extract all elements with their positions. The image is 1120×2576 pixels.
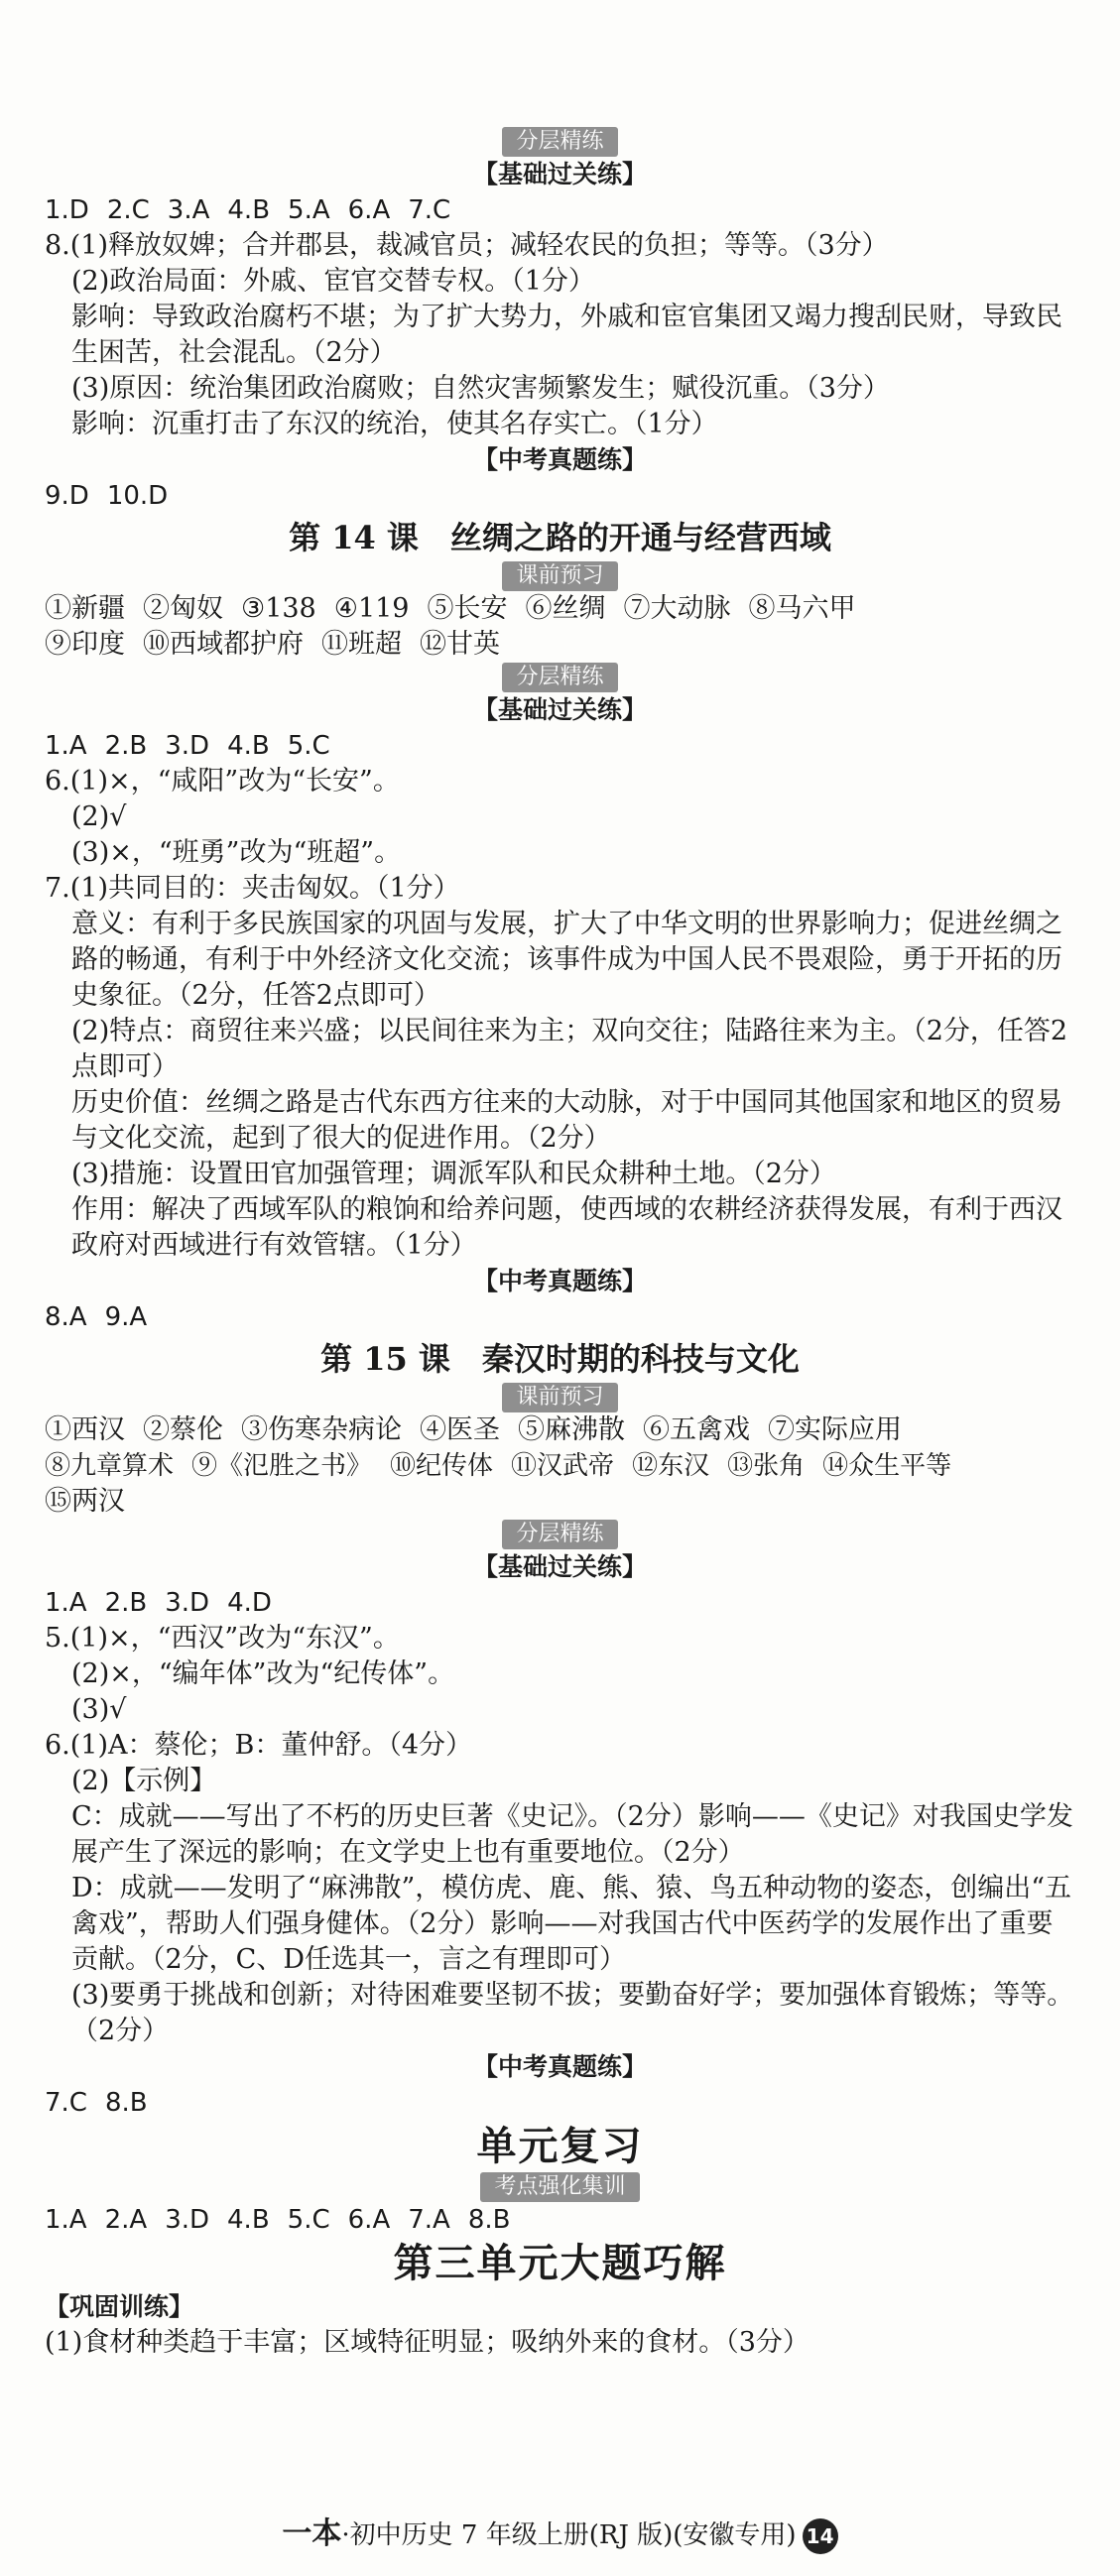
q7-part2: (2)特点：商贸往来兴盛；以民间往来为主；双向交往；陆路往来为主。（2分，任答2点即可） [71, 1016, 1068, 1082]
q6-part1: 6.(1)×，“咸阳”改为“长安”。 [45, 766, 400, 797]
section-tag-layered: 分层精练 [45, 127, 1075, 157]
q6-example: (2)【示例】 [71, 1766, 217, 1796]
preview-row: ①西汉 ②蔡伦 ③伤寒杂病论 ④医圣 ⑤麻沸散 ⑥五禽戏 ⑦实际应用 [45, 1414, 902, 1445]
q6-part1: 6.(1)A：蔡伦；B：董仲舒。（4分） [45, 1730, 473, 1761]
q5-part2: (2)×，“编年体”改为“纪传体”。 [71, 1658, 455, 1689]
q5-part1: 5.(1)×，“西汉”改为“东汉”。 [45, 1623, 400, 1654]
q8-part3: (3)原因：统治集团政治腐败；自然灾害频繁发生；赋役沉重。（3分） [71, 373, 890, 404]
exam-heading: 【中考真题练】 [472, 1267, 647, 1295]
answer-line: 1.A 2.A 3.D 4.B 5.C 6.A 7.A 8.B [45, 2205, 511, 2235]
answer-line: 1.A 2.B 3.D 4.B 5.C [45, 731, 330, 761]
book-title: ·初中历史 7 年级上册(RJ 版)(安徽专用) [341, 2520, 797, 2550]
section-tag-preview: 课前预习 [45, 561, 1075, 591]
q6-option-c: C：成就——写出了不朽的历史巨著《史记》。（2分）影响——《史记》对我国史学发展产生了深远的影响；在文学史上也有重要地位。（2分） [71, 1801, 1073, 1868]
page-number-badge: 14 [803, 2518, 838, 2554]
basic-heading: 【基础过关练】 [472, 695, 647, 724]
exam-answer-line: 8.A 9.A [45, 1302, 148, 1332]
preview-row: ⑧九章算术 ⑨《氾胜之书》 ⑩纪传体 ⑪汉武帝 ⑫东汉 ⑬张角 ⑭众生平等 [45, 1451, 952, 1481]
q5-part3: (3)√ [71, 1694, 127, 1725]
section-tag-drill: 考点强化集训 [45, 2172, 1075, 2202]
q7-part3: (3)措施：设置田官加强管理；调派军队和民众耕种土地。（2分） [71, 1159, 836, 1189]
train-q1: (1)食材种类趋于丰富；区域特征明显；吸纳外来的食材。（3分） [45, 2327, 809, 2358]
exam-heading: 【中考真题练】 [472, 2052, 647, 2081]
section-tag-layered: 分层精练 [45, 1520, 1075, 1549]
page-footer [0, 2515, 1120, 2555]
exam-answer-line: 7.C 8.B [45, 2088, 148, 2118]
q7-significance: 意义：有利于多民族国家的巩固与发展，扩大了中华文明的世界影响力；促进丝绸之路的畅通，有利于中外经济文化交流；该事件成为中国人民不畏艰险，勇于开拓的历史象征。（2分，任答2点即可） [71, 909, 1062, 1011]
brand-logo: 一本 [282, 2516, 342, 2551]
answer-line: 1.D 2.C 3.A 4.B 5.A 6.A 7.C [45, 195, 451, 225]
q6-option-d: D：成就——发明了“麻沸散”，模仿虎、鹿、熊、猿、鸟五种动物的姿态，创编出“五禽戏”，帮助人们强身健体。（2分）影响——对我国古代中医药学的发展作出了重要贡献。（2分，C、D任选其一，言之有理即可） [71, 1873, 1072, 1975]
exam-answer-line: 9.D 10.D [45, 481, 169, 511]
section-tag-preview: 课前预习 [45, 1383, 1075, 1412]
unit-3-title: 第三单元大题巧解 [393, 2240, 727, 2286]
q8-part1: 8.(1)释放奴婢；合并郡县，裁减官员；减轻农民的负担；等等。（3分） [45, 230, 889, 261]
q8-impact: 影响：导致政治腐朽不堪；为了扩大势力，外戚和宦官集团又竭力搜刮民财，导致民生困苦，社会混乱。（2分） [71, 302, 1062, 368]
preview-row: ①新疆 ②匈奴 ③138 ④119 ⑤长安 ⑥丝绸 ⑦大动脉 ⑧马六甲 [45, 593, 856, 624]
q7-part1: 7.(1)共同目的：夹击匈奴。（1分） [45, 873, 460, 904]
q8-part2: (2)政治局面：外戚、宦官交替专权。（1分） [71, 266, 595, 297]
train-heading: 【巩固训练】 [45, 2292, 194, 2321]
q6-part3: (3)要勇于挑战和创新；对待困难要坚韧不拔；要勤奋好学；要加强体育锻炼；等等。（2分） [71, 1980, 1074, 2046]
section-tag-layered: 分层精练 [45, 663, 1075, 692]
preview-row: ⑮两汉 [45, 1486, 125, 1517]
preview-row: ⑨印度 ⑩西域都护府 ⑪班超 ⑫甘英 [45, 629, 500, 660]
exam-heading: 【中考真题练】 [472, 445, 647, 474]
q7-effect: 作用：解决了西域军队的粮饷和给养问题，使西域的农耕经济获得发展，有利于西汉政府对西域进行有效管辖。（1分） [71, 1194, 1062, 1261]
unit-review-title: 单元复习 [476, 2123, 644, 2169]
q6-part3: (3)×，“班勇”改为“班超”。 [71, 837, 402, 868]
q7-value: 历史价值：丝绸之路是古代东西方往来的大动脉，对于中国同其他国家和地区的贸易与文化交流，起到了很大的促进作用。（2分） [71, 1087, 1062, 1154]
basic-heading: 【基础过关练】 [472, 1552, 647, 1581]
answer-line: 1.A 2.B 3.D 4.D [45, 1588, 272, 1618]
basic-heading: 【基础过关练】 [472, 160, 647, 188]
q8-impact2: 影响：沉重打击了东汉的统治，使其名存实亡。（1分） [71, 409, 718, 439]
q6-part2: (2)√ [71, 801, 127, 832]
lesson-15-title: 第 15 课 秦汉时期的科技与文化 [320, 1340, 800, 1378]
lesson-14-title: 第 14 课 丝绸之路的开通与经营西域 [289, 519, 831, 556]
